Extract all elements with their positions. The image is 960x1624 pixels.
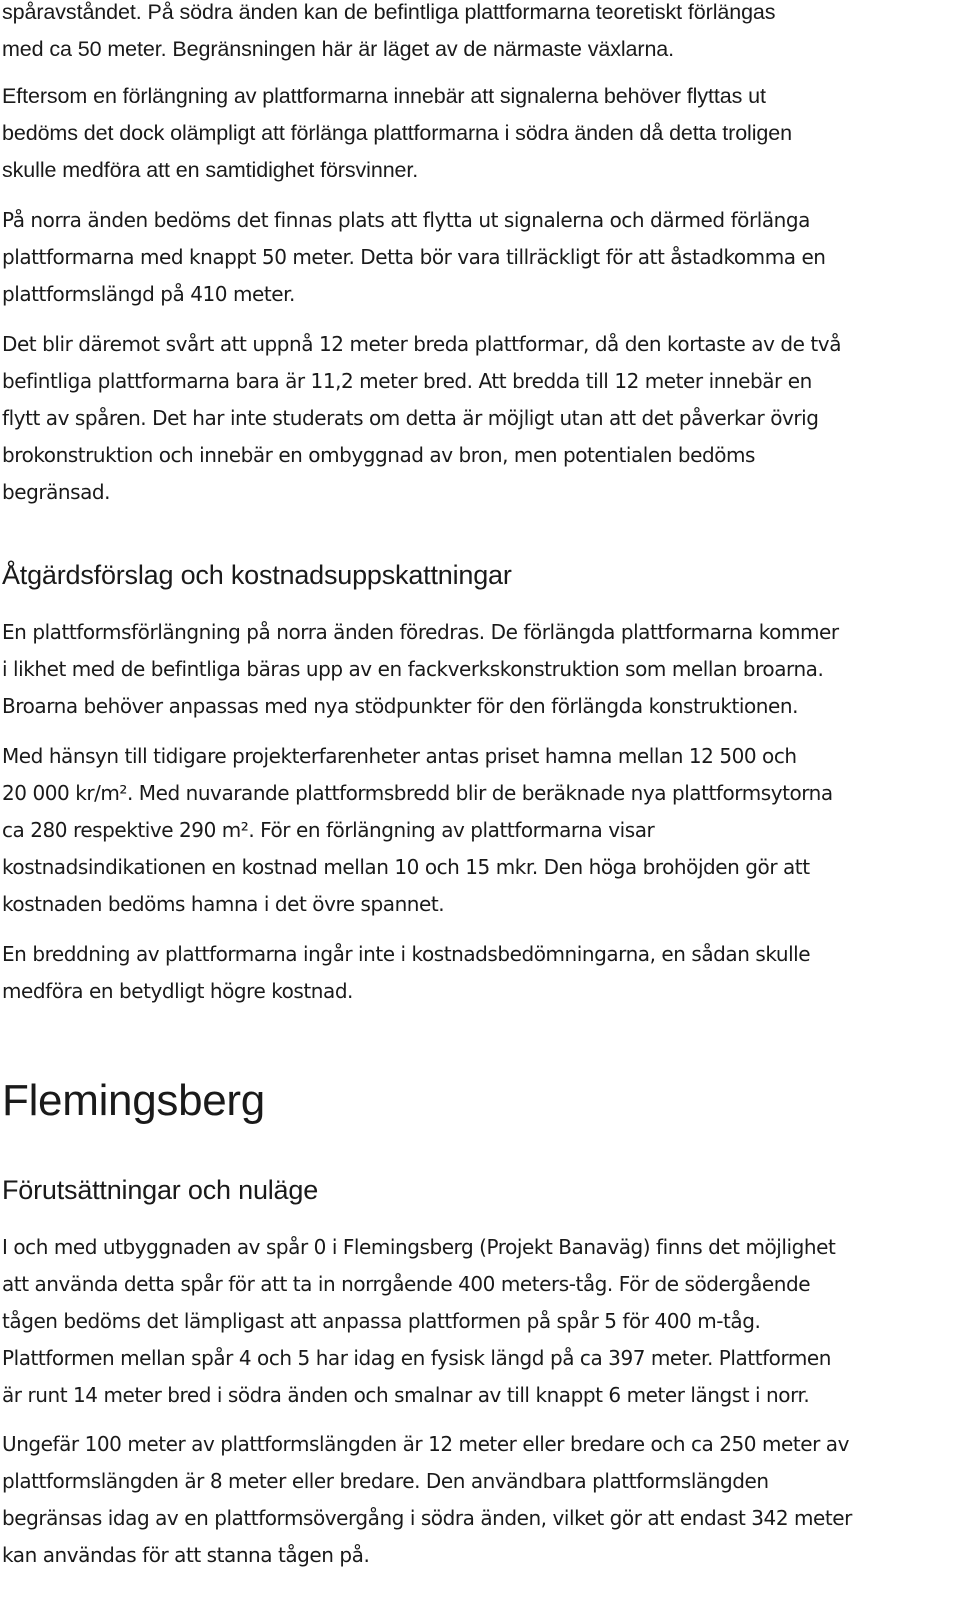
platform-length-paragraph: [2, 1426, 852, 1574]
chapter-heading-flemingsberg: Flemingsberg: [2, 1076, 265, 1125]
text-line: med ca 50 meter. Begränsningen här är läget av de närmaste växlarna.: [2, 37, 675, 61]
text-line: ca 280 respektive 290 m². För en förlängning av plattformarna visar: [2, 818, 655, 842]
text-line: befintliga plattformarna bara är 11,2 meter bred. Att bredda till 12 meter innebär en: [2, 369, 812, 393]
text-line: En plattformsförlängning på norra änden föredras. De förlängda plattformarna kommer: [2, 620, 839, 644]
cost-estimate-paragraph: [2, 738, 833, 923]
text-line: spåravståndet. På södra änden kan de befintliga plattformarna teoretiskt förlängas: [2, 0, 776, 24]
text-line: kostnadsindikationen en kostnad mellan 10 och 15 mkr. Den höga brohöjden gör att: [2, 855, 810, 879]
intro-paragraph: [2, 0, 775, 68]
text-line: kan användas för att stanna tågen på.: [2, 1543, 370, 1567]
text-line: skulle medföra att en samtidighet försvinner.: [2, 158, 419, 182]
text-line: plattformslängd på 410 meter.: [2, 282, 295, 306]
text-line: Det blir däremot svårt att uppnå 12 meter breda plattformar, då den kortaste av de två: [2, 332, 841, 356]
north-end-paragraph: [2, 202, 826, 313]
text-line: Ungefär 100 meter av plattformslängden är 12 meter eller bredare och ca 250 meter av: [2, 1432, 849, 1456]
text-line: Eftersom en förlängning av plattformarna innebär att signalerna behöver flyttas ut: [2, 84, 766, 108]
subsection-heading-conditions: Förutsättningar och nuläge: [2, 1175, 319, 1205]
proposal-paragraph: [2, 614, 839, 725]
text-line: flytt av spåren. Det har inte studerats om detta är möjligt utan att det påverkar övrig: [2, 406, 819, 430]
text-line: 20 000 kr/m². Med nuvarande plattformsbredd blir de beräknade nya plattformsytorna: [2, 781, 833, 805]
widening-paragraph: [2, 936, 810, 1010]
section-heading-measures: Åtgärdsförslag och kostnadsuppskattningar: [2, 560, 512, 590]
platform-width-paragraph: [2, 326, 841, 511]
text-line: tågen bedöms det lämpligast att anpassa plattformen på spår 5 för 400 m-tåg.: [2, 1309, 761, 1333]
text-line: plattformarna med knappt 50 meter. Detta bör vara tillräckligt för att åstadkomma en: [2, 245, 826, 269]
text-line: I och med utbyggnaden av spår 0 i Flemingsberg (Projekt Banaväg) finns det möjlighet: [2, 1235, 836, 1259]
text-line: begränsad.: [2, 480, 111, 504]
text-line: Plattformen mellan spår 4 och 5 har idag en fysisk längd på ca 397 meter. Plattformen: [2, 1346, 832, 1370]
text-line: En breddning av plattformarna ingår inte i kostnadsbedömningarna, en sådan skulle: [2, 942, 811, 966]
text-line: Med hänsyn till tidigare projekterfarenheter antas priset hamna mellan 12 500 och: [2, 744, 797, 768]
conditions-paragraph: [2, 1229, 835, 1414]
text-line: brokonstruktion och innebär en ombyggnad av bron, men potentialen bedöms: [2, 443, 755, 467]
text-line: att använda detta spår för att ta in norrgående 400 meters-tåg. För de södergående: [2, 1272, 811, 1296]
text-line: På norra änden bedöms det finnas plats att flytta ut signalerna och därmed förlänga: [2, 208, 810, 232]
text-line: är runt 14 meter bred i södra änden och smalnar av till knappt 6 meter längst i norr.: [2, 1383, 810, 1407]
text-line: Broarna behöver anpassas med nya stödpunkter för den förlängda konstruktionen.: [2, 694, 799, 718]
text-line: bedöms det dock olämpligt att förlänga plattformarna i södra änden då detta troligen: [2, 121, 792, 145]
text-line: plattformslängden är 8 meter eller bredare. Den användbara plattformslängden: [2, 1469, 769, 1493]
text-line: medföra en betydligt högre kostnad.: [2, 979, 353, 1003]
signal-relocation-paragraph: [2, 78, 792, 189]
text-line: i likhet med de befintliga bäras upp av en fackverkskonstruktion som mellan broarna.: [2, 657, 824, 681]
text-line: kostnaden bedöms hamna i det övre spannet.: [2, 892, 445, 916]
text-line: begränsas idag av en plattformsövergång i södra änden, vilket gör att endast 342 meter: [2, 1506, 852, 1530]
